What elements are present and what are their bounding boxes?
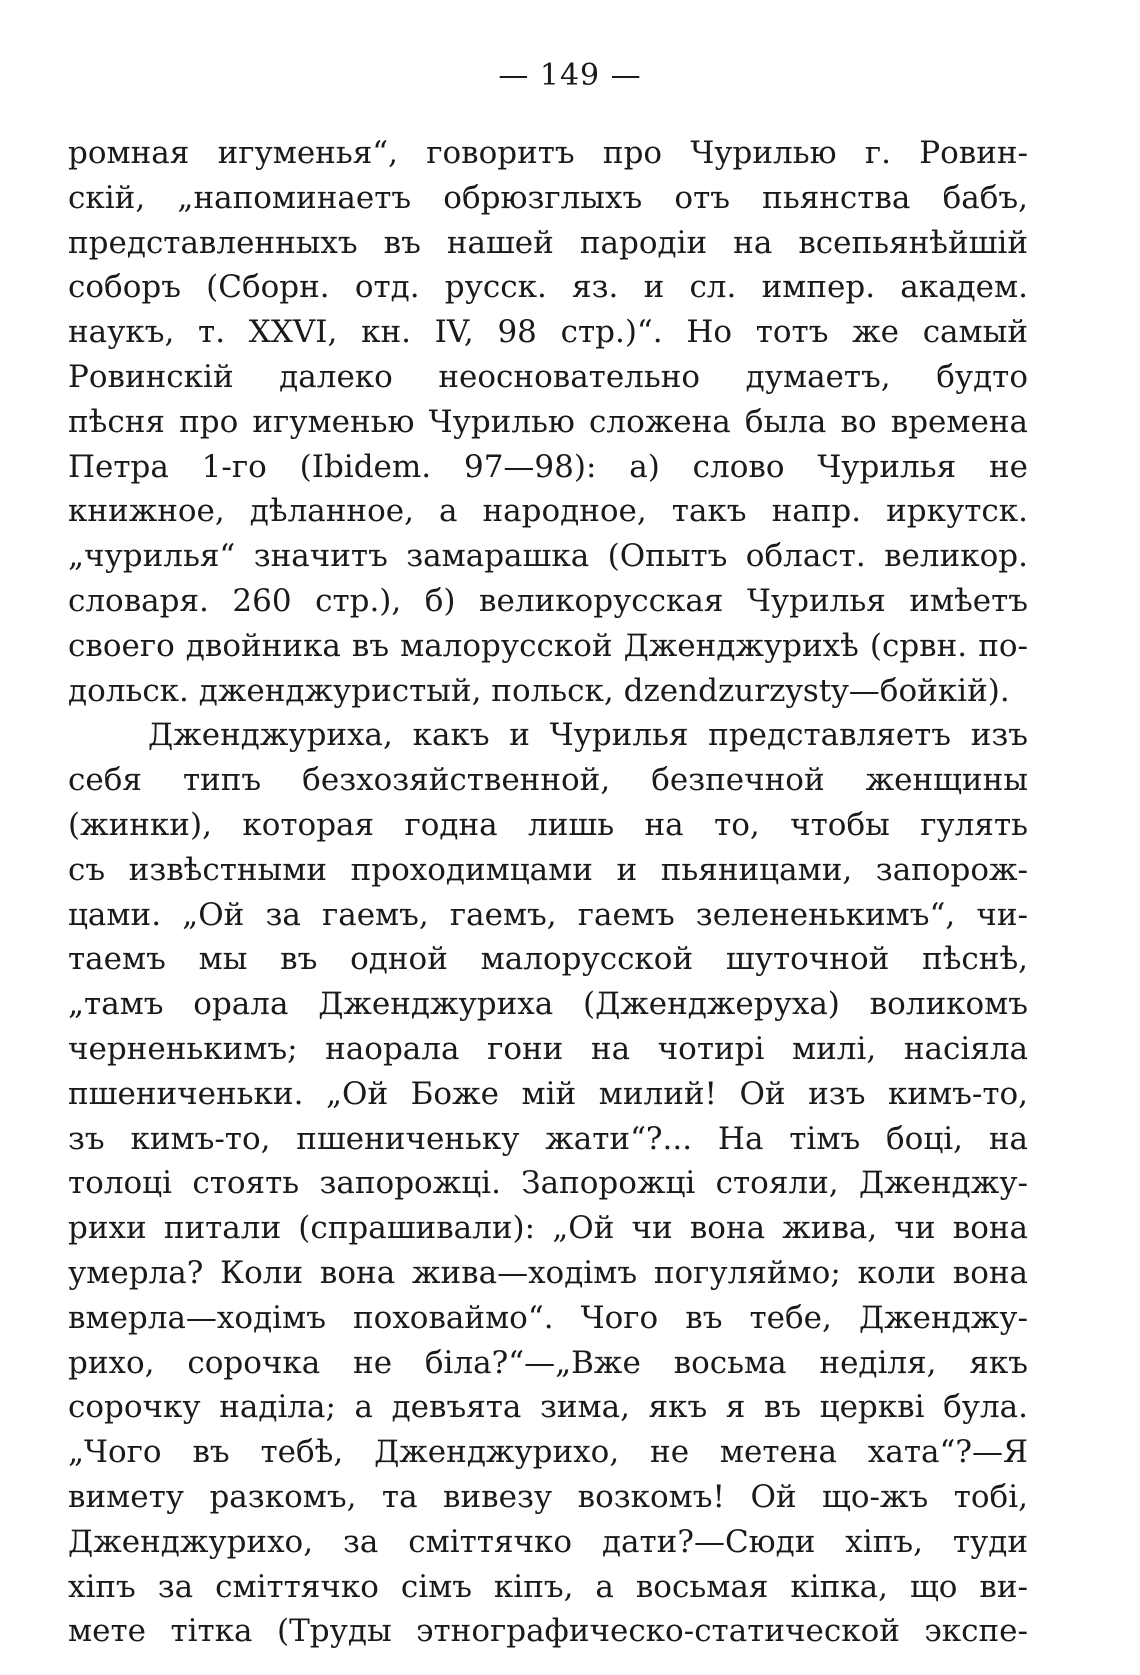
- text-line: своего двойника въ малорусской Дженджурихѣ (срвн. по-: [68, 627, 1028, 664]
- text-line: словаря. 260 стр.), б) великорусская Чурилья имѣетъ: [68, 582, 1028, 619]
- text-line: пшениченьки. „Ой Боже мій милий! Ой изъ кимъ-то,: [68, 1075, 1028, 1112]
- text-line: рихи питали (спрашивали): „Ой чи вона жива, чи вона: [68, 1210, 1028, 1247]
- text-line: книжное, дѣланное, а народное, такъ напр. иркутск.: [68, 493, 1028, 530]
- text-line: умерла? Коли вона жива—ходімъ погуляймо; коли вона: [68, 1254, 1028, 1291]
- text-line: скій, „напоминаетъ обрюзглыхъ отъ пьянства бабъ,: [68, 179, 1028, 216]
- text-line: Дженджурихо, за сміттячко дати?—Сюди хіпъ, туди: [68, 1523, 1028, 1560]
- text-line: таемъ мы въ одной малорусской шуточной пѣснѣ,: [68, 941, 1028, 978]
- text-line: вмерла—ходімъ поховаймо“. Чого въ тебе, Дженджу-: [68, 1299, 1028, 1336]
- text-line: цами. „Ой за гаемъ, гаемъ, гаемъ зелененькимъ“, чи-: [68, 896, 1028, 933]
- text-line: дольск. дженджуристый, польск, dzendzurzysty—бойкій).: [68, 672, 1010, 709]
- text-line: себя типъ безхозяйственной, безпечной женщины: [68, 762, 1028, 799]
- paragraph-start-line: Дженджуриха, какъ и Чурилья представляетъ изъ: [148, 717, 1028, 754]
- text-line: толоці стоять запорожці. Запорожці стояли, Дженджу-: [68, 1165, 1028, 1202]
- text-line: наукъ, т. XXVI, кн. IV, 98 стр.)“. Но тотъ же самый: [68, 314, 1028, 351]
- text-line: рихо, сорочка не біла?“—„Вже восьма неділя, якъ: [68, 1344, 1028, 1381]
- text-line: соборъ (Сборн. отд. русск. яз. и сл. импер. академ.: [68, 269, 1028, 306]
- text-line: черненькимъ; наорала гони на чотирі милі, насіяла: [68, 1030, 1028, 1067]
- page-number: — 149 —: [498, 58, 642, 93]
- page-text: [68, 131, 1028, 1654]
- text-line: съ извѣстными проходимцами и пьяницами, запорож-: [68, 851, 1028, 888]
- text-line: вимету разкомъ, та вивезу возкомъ! Ой що-жъ тобі,: [68, 1478, 1028, 1515]
- text-line: (жинки), которая годна лишь на то, чтобы гулять: [68, 806, 1028, 843]
- text-line: Петра 1-го (Ibidem. 97—98): а) слово Чурилья не: [68, 448, 1028, 485]
- text-line: пѣсня про игуменью Чурилью сложена была во времена: [68, 403, 1028, 440]
- text-line: сорочку наділа; а девъята зима, якъ я въ церкві була.: [68, 1389, 1028, 1426]
- text-line: ромная игуменья“, говоритъ про Чурилью г. Ровин-: [68, 135, 1028, 171]
- text-line: Ровинскій далеко неосновательно думаетъ, будто: [68, 358, 1028, 395]
- text-line: мете тітка (Труды этнографическо-статической экспе-: [68, 1613, 1028, 1650]
- text-line: зъ кимъ-то, пшениченьку жати“?... На тімъ боці, на: [68, 1120, 1028, 1157]
- text-line: „Чого въ тебѣ, Дженджурихо, не метена хата“?—Я: [68, 1434, 1028, 1471]
- text-line: „тамъ орала Дженджуриха (Дженджеруха) воликомъ: [68, 986, 1028, 1023]
- text-line: представленныхъ въ нашей пародіи на всепьянѣйшій: [68, 224, 1028, 261]
- text-line: хіпъ за сміттячко сімъ кіпъ, а восьмая кіпка, що ви-: [68, 1568, 1028, 1605]
- text-line: „чурилья“ значитъ замарашка (Опытъ област. великор.: [68, 538, 1028, 575]
